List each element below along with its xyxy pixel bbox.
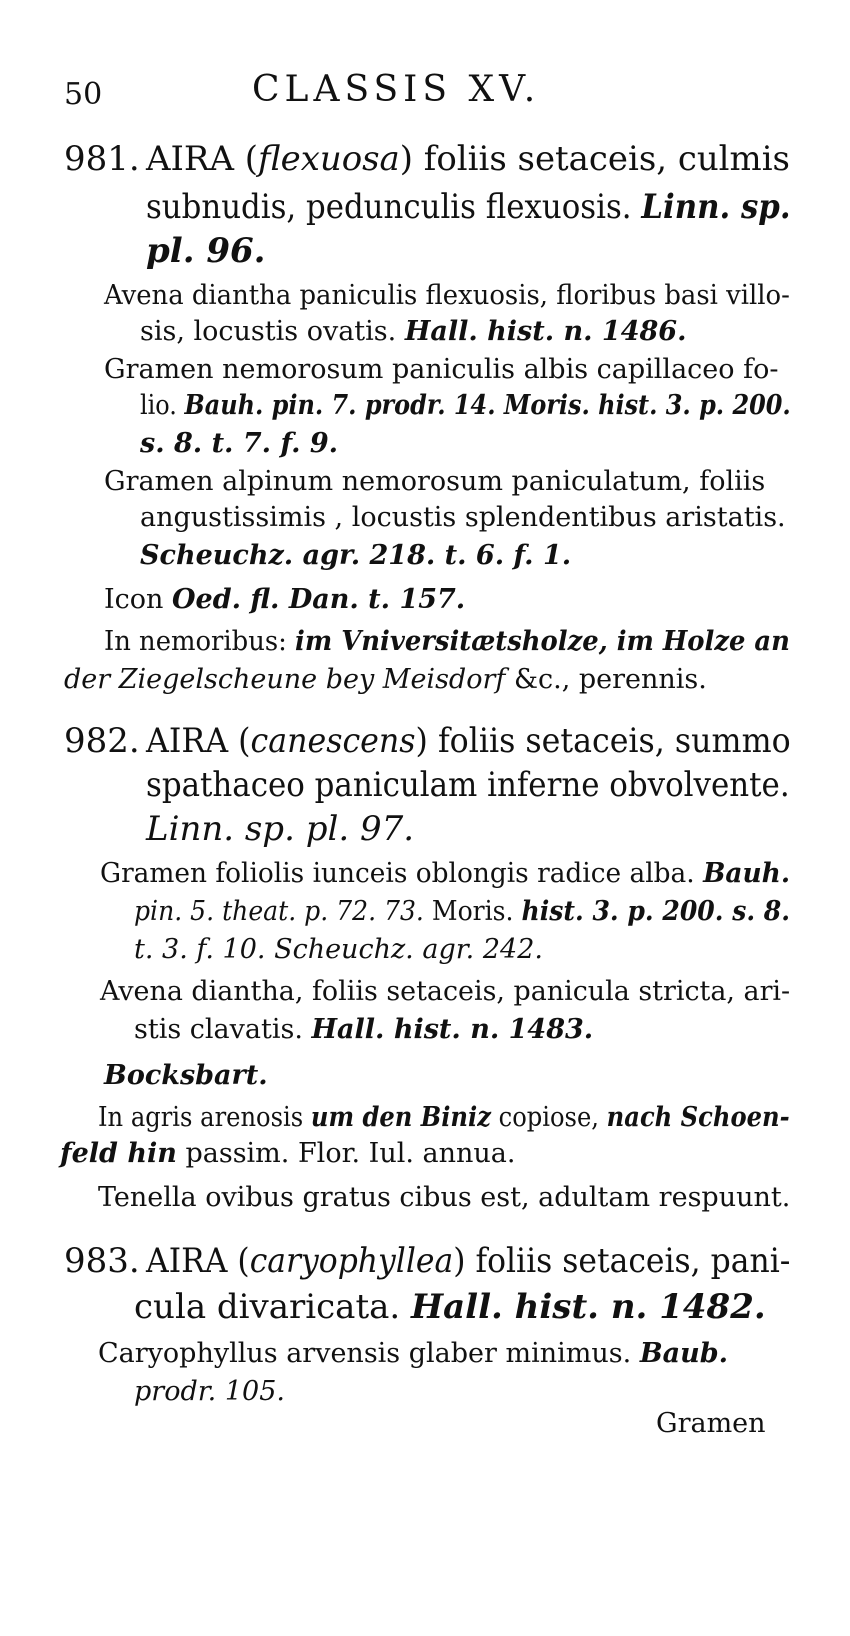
- synonym-line: prodr. 105.: [134, 1376, 285, 1407]
- habitat-line: In nemoribus: im Vniversitætsholze, im Holze an: [104, 626, 790, 657]
- synonym-line: Gramen foliolis iunceis oblongis radice alba. Bauh.: [100, 858, 791, 889]
- entry-number: 981.: [64, 139, 140, 179]
- synonym-line: Avena diantha paniculis flexuosis, floribus basi villo-: [104, 280, 790, 311]
- entry-title-line: AIRA (flexuosa) foliis setaceis, culmis: [146, 139, 790, 179]
- entry-number: 982.: [64, 721, 140, 761]
- habitat-line: der Ziegelscheune bey Meisdorf &c., perennis.: [64, 664, 707, 695]
- synonym-line: Caryophyllus arvensis glaber minimus. Baub.: [98, 1338, 729, 1369]
- synonym-line: Gramen nemorosum paniculis albis capillaceo fo-: [104, 354, 779, 385]
- entry-title-line: AIRA (caryophyllea) foliis setaceis, pani-: [146, 1241, 791, 1281]
- synonym-line: Gramen alpinum nemorosum paniculatum, foliis: [104, 466, 766, 497]
- habitat-line: In agris arenosis um den Biniz copiose, nach Schoen-: [98, 1102, 790, 1133]
- entry-title-line: pl. 96.: [146, 231, 266, 271]
- synonym-line: lio. Bauh. pin. 7. prodr. 14. Moris. hist. 3. p. 200.: [140, 390, 791, 421]
- synonym-line: Scheuchz. agr. 218. t. 6. f. 1.: [140, 540, 572, 571]
- synonym-line: pin. 5. theat. p. 72. 73. Moris. hist. 3. p. 200. s. 8.: [134, 896, 790, 927]
- synonym-line: s. 8. t. 7. f. 9.: [140, 428, 339, 459]
- habitat-line: feld hin passim. Flor. Iul. annua.: [60, 1138, 516, 1169]
- entry-number: 983.: [64, 1241, 140, 1281]
- vernacular-name: Bocksbart.: [104, 1060, 268, 1091]
- entry-title-line: subnudis, pedunculis flexuosis. Linn. sp.: [146, 187, 791, 227]
- synonym-line: t. 3. f. 10. Scheuchz. agr. 242.: [134, 934, 543, 965]
- icon-reference: Icon Oed. fl. Dan. t. 157.: [104, 584, 466, 615]
- page-number: 50: [64, 77, 103, 112]
- synonym-line: angustissimis , locustis splendentibus aristatis.: [140, 502, 786, 533]
- catchword: Gramen: [656, 1408, 766, 1439]
- entry-title-line: spathaceo paniculam inferne obvolvente.: [146, 765, 790, 805]
- synonym-line: stis clavatis. Hall. hist. n. 1483.: [134, 1014, 594, 1045]
- page-header: CLASSIS XV.: [252, 69, 541, 110]
- entry-title-line: AIRA (canescens) foliis setaceis, summo: [146, 721, 791, 761]
- synonym-line: Avena diantha, foliis setaceis, panicula stricta, ari-: [100, 976, 791, 1007]
- note-line: Tenella ovibus gratus cibus est, adultam respuunt.: [98, 1182, 791, 1213]
- entry-title-line: cula divaricata. Hall. hist. n. 1482.: [134, 1287, 766, 1327]
- synonym-line: sis, locustis ovatis. Hall. hist. n. 1486.: [140, 316, 687, 347]
- entry-title-line: Linn. sp. pl. 97.: [146, 809, 415, 849]
